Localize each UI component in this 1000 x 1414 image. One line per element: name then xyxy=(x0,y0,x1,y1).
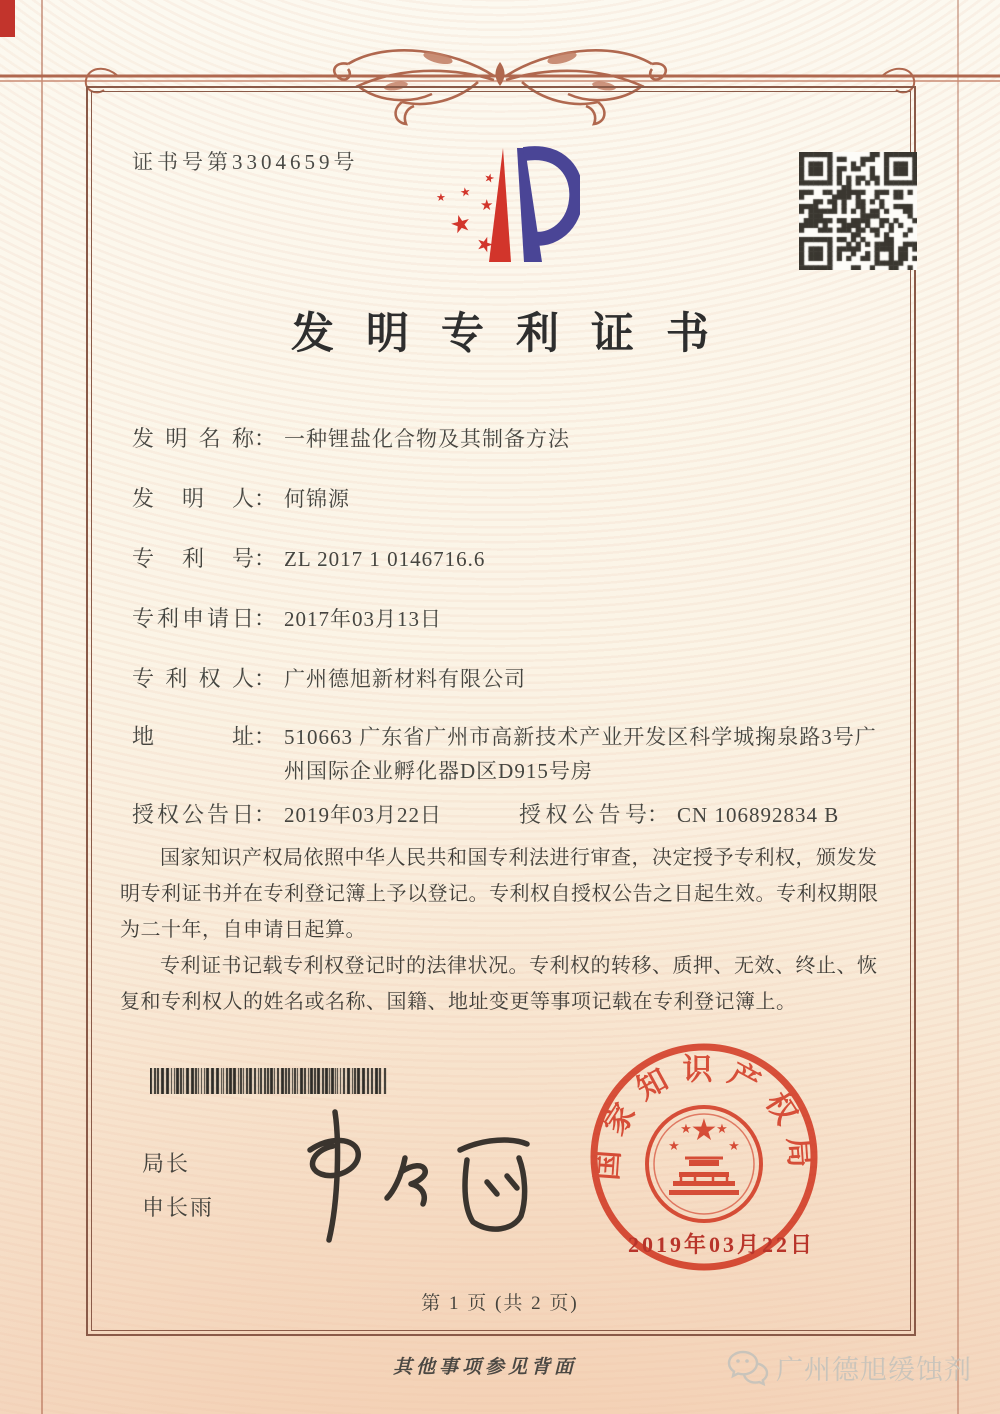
barcode xyxy=(150,1068,390,1094)
seal-arc-text: 国家知识产权局 xyxy=(590,1053,818,1182)
red-star-icon: ★ xyxy=(436,191,446,204)
field-patentee: 专利权人 ： 广州德旭新材料有限公司 xyxy=(132,660,904,700)
field-inventor: 发明人 ： 何锦源 xyxy=(132,480,904,520)
svg-text:★: ★ xyxy=(728,1138,740,1153)
field-label: 专利号 xyxy=(132,546,254,571)
red-star-icon: ★ xyxy=(458,184,472,200)
grant-number-value: CN 106892834 B xyxy=(677,803,840,827)
field-invention-name: 发明名称 ： 一种锂盐化合物及其制备方法 xyxy=(132,420,904,460)
commissioner-block xyxy=(142,1142,214,1230)
red-star-icon: ★ xyxy=(446,207,475,241)
svg-text:★: ★ xyxy=(668,1138,680,1153)
legal-paragraph-1: 国家知识产权局依照中华人民共和国专利法进行审查，决定授予专利权，颁发发明专利证书并在专利登记簿上予以登记。专利权自授权公告之日起生效。专利权期限为二十年，自申请日起算。 xyxy=(120,847,879,941)
field-label: 地址 xyxy=(132,724,254,749)
certificate-number: 证书号第3304659号 xyxy=(132,150,359,174)
field-filing-date: 专利申请日 ： 2017年03月13日 xyxy=(132,600,904,640)
field-value: 一种锂盐化合物及其制备方法 xyxy=(284,427,571,451)
watermark xyxy=(726,1348,972,1387)
grant-number-label: 授权公告号 xyxy=(519,802,648,827)
certificate-fields xyxy=(132,420,904,856)
handwritten-signature xyxy=(255,1098,555,1258)
field-value: 2017年03月13日 xyxy=(284,607,443,631)
cnipa-logo xyxy=(428,140,580,284)
back-note: 其他事项参见背面 xyxy=(392,1357,577,1378)
field-grant-row: 授权公告日 ： 2019年03月22日 授权公告号 ： CN 106892834 B xyxy=(132,796,904,836)
certificate-title: 发明专利证书 xyxy=(291,311,741,358)
national-emblem-icon xyxy=(647,1107,761,1221)
field-patent-number: 专利号 ： ZL 2017 1 0146716.6 xyxy=(132,540,904,580)
grant-date-label: 授权公告日 xyxy=(132,802,254,827)
red-star-icon: ★ xyxy=(482,169,497,187)
field-label: 发明名称 xyxy=(132,426,254,451)
field-label: 专利申请日 xyxy=(132,606,254,631)
commissioner-name: 申长雨 xyxy=(142,1195,215,1220)
svg-text:★: ★ xyxy=(690,1114,718,1147)
svg-text:★: ★ xyxy=(680,1121,692,1136)
outer-border-left xyxy=(41,0,43,1414)
seal-date: 2019年03月22日 xyxy=(628,1232,816,1257)
page-indicator: 第 1 页 (共 2 页) xyxy=(421,1293,579,1314)
field-value: 广州德旭新材料有限公司 xyxy=(284,667,527,691)
commissioner-title: 局长 xyxy=(142,1151,191,1176)
field-address: 地址 ： 510663 广东省广州市高新技术产业开发区科学城掬泉路3号广州国际企业孵化器D区D915号房 xyxy=(132,720,904,788)
red-star-icon: ★ xyxy=(472,229,498,259)
red-star-icon: ★ xyxy=(480,196,494,214)
outer-border-right xyxy=(957,0,959,1414)
legal-text xyxy=(120,840,888,1020)
field-label: 专利权人 xyxy=(132,666,254,691)
wechat-icon xyxy=(726,1349,770,1387)
svg-text:★: ★ xyxy=(716,1121,728,1136)
watermark-text: 广州德旭缓蚀剂 xyxy=(776,1355,972,1385)
legal-paragraph-2: 专利证书记载专利权登记时的法律状况。专利权的转移、质押、无效、终止、恢复和专利权人的姓名或名称、国籍、地址变更等事项记载在专利登记簿上。 xyxy=(120,955,878,1013)
field-label: 发明人 xyxy=(132,486,254,511)
field-value: 何锦源 xyxy=(284,487,351,511)
field-value: ZL 2017 1 0146716.6 xyxy=(284,547,486,571)
field-value: 510663 广东省广州市高新技术产业开发区科学城掬泉路3号广州国际企业孵化器D区D915号房 xyxy=(284,725,877,783)
grant-date-value: 2019年03月22日 xyxy=(284,803,443,827)
qr-code xyxy=(799,152,917,270)
